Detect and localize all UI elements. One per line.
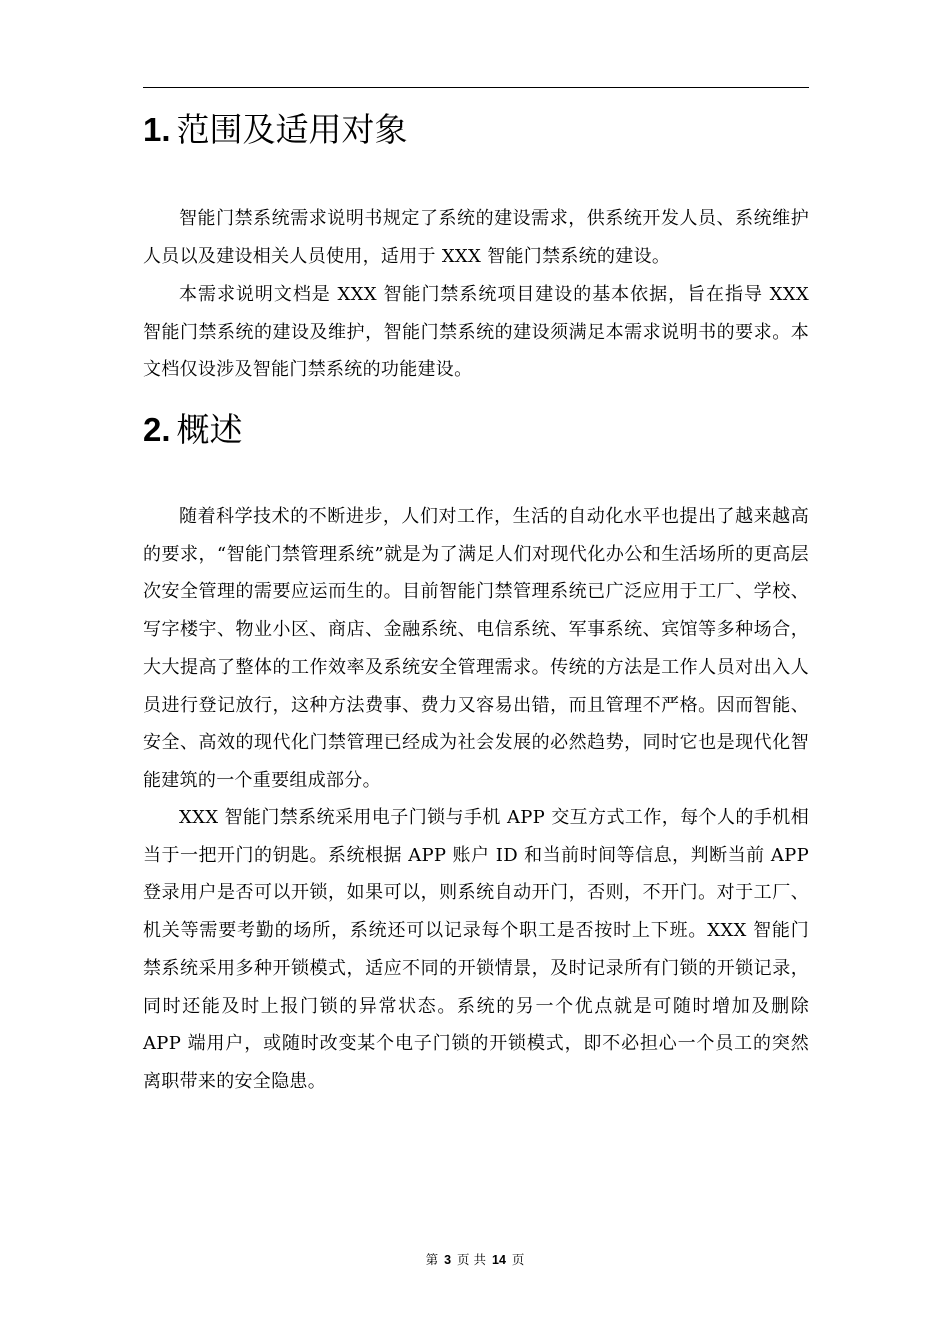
paragraph: XXX 智能门禁系统采用电子门锁与手机 APP 交互方式工作，每个人的手机相当于一把开门的钥匙。系统根据 APP 账户 ID 和当前时间等信息，判断当前 APP 登录用户是否可以开锁，如果可以，则系统自动开门，否则，不开门。对于工厂、机关等需要考勤的场所，系统还可以记录每个职工是否按时上下班。XXX 智能门禁系统采用多种开锁模式，适应不同的开锁情景，及时记录所有门锁的开锁记录，同时还能及时上报门锁的异常状态。系统的另一个优点就是可随时增加及删除 APP 端用户，或随时改变某个电子门锁的开锁模式，即不必担心一个员工的突然离职带来的安全隐患。 <box>143 807 809 1092</box>
footer-prefix: 第 <box>425 1252 439 1267</box>
paragraph: 随着科学技术的不断进步，人们对工作，生活的自动化水平也提出了越来越高的要求，“智能门禁管理系统”就是为了满足人们对现代化办公和生活场所的更高层次安全管理的需要应运而生的。目前智能门禁管理系统已广泛应用于工厂、学校、写字楼宇、物业小区、商店、金融系统、电信系统、军事系统、宾馆等多种场合，大大提高了整体的工作效率及系统安全管理需求。传统的方法是工作人员对出入人员进行登记放行，这种方法费事、费力又容易出错，而且管理不严格。因而智能、安全、高效的现代化门禁管理已经成为社会发展的必然趋势，同时它也是现代化智能建筑的一个重要组成部分。 <box>143 506 809 791</box>
section-number: 2. <box>143 411 171 448</box>
paragraph: 本需求说明文档是 XXX 智能门禁系统项目建设的基本依据，旨在指导 XXX 智能门禁系统的建设及维护，智能门禁系统的建设须满足本需求说明书的要求。本文档仅设涉及智能门禁系统的功能建设。 <box>143 284 809 381</box>
paragraph: 智能门禁系统需求说明书规定了系统的建设需求，供系统开发人员、系统维护人员以及建设相关人员使用，适用于 XXX 智能门禁系统的建设。 <box>143 208 809 267</box>
section-1 <box>143 110 809 149</box>
header-rule <box>143 87 809 88</box>
section-heading-1 <box>143 110 809 149</box>
section-title: 概述 <box>176 410 243 449</box>
current-page-number: 3 <box>444 1253 452 1267</box>
total-page-count: 14 <box>492 1253 506 1267</box>
section-number: 1. <box>143 111 171 148</box>
footer-middle: 页 共 <box>457 1252 487 1267</box>
section-2 <box>143 410 809 449</box>
section-heading-2 <box>143 410 809 449</box>
footer-suffix: 页 <box>511 1252 525 1267</box>
section-title: 范围及适用对象 <box>176 110 408 149</box>
page-footer <box>0 1250 950 1268</box>
